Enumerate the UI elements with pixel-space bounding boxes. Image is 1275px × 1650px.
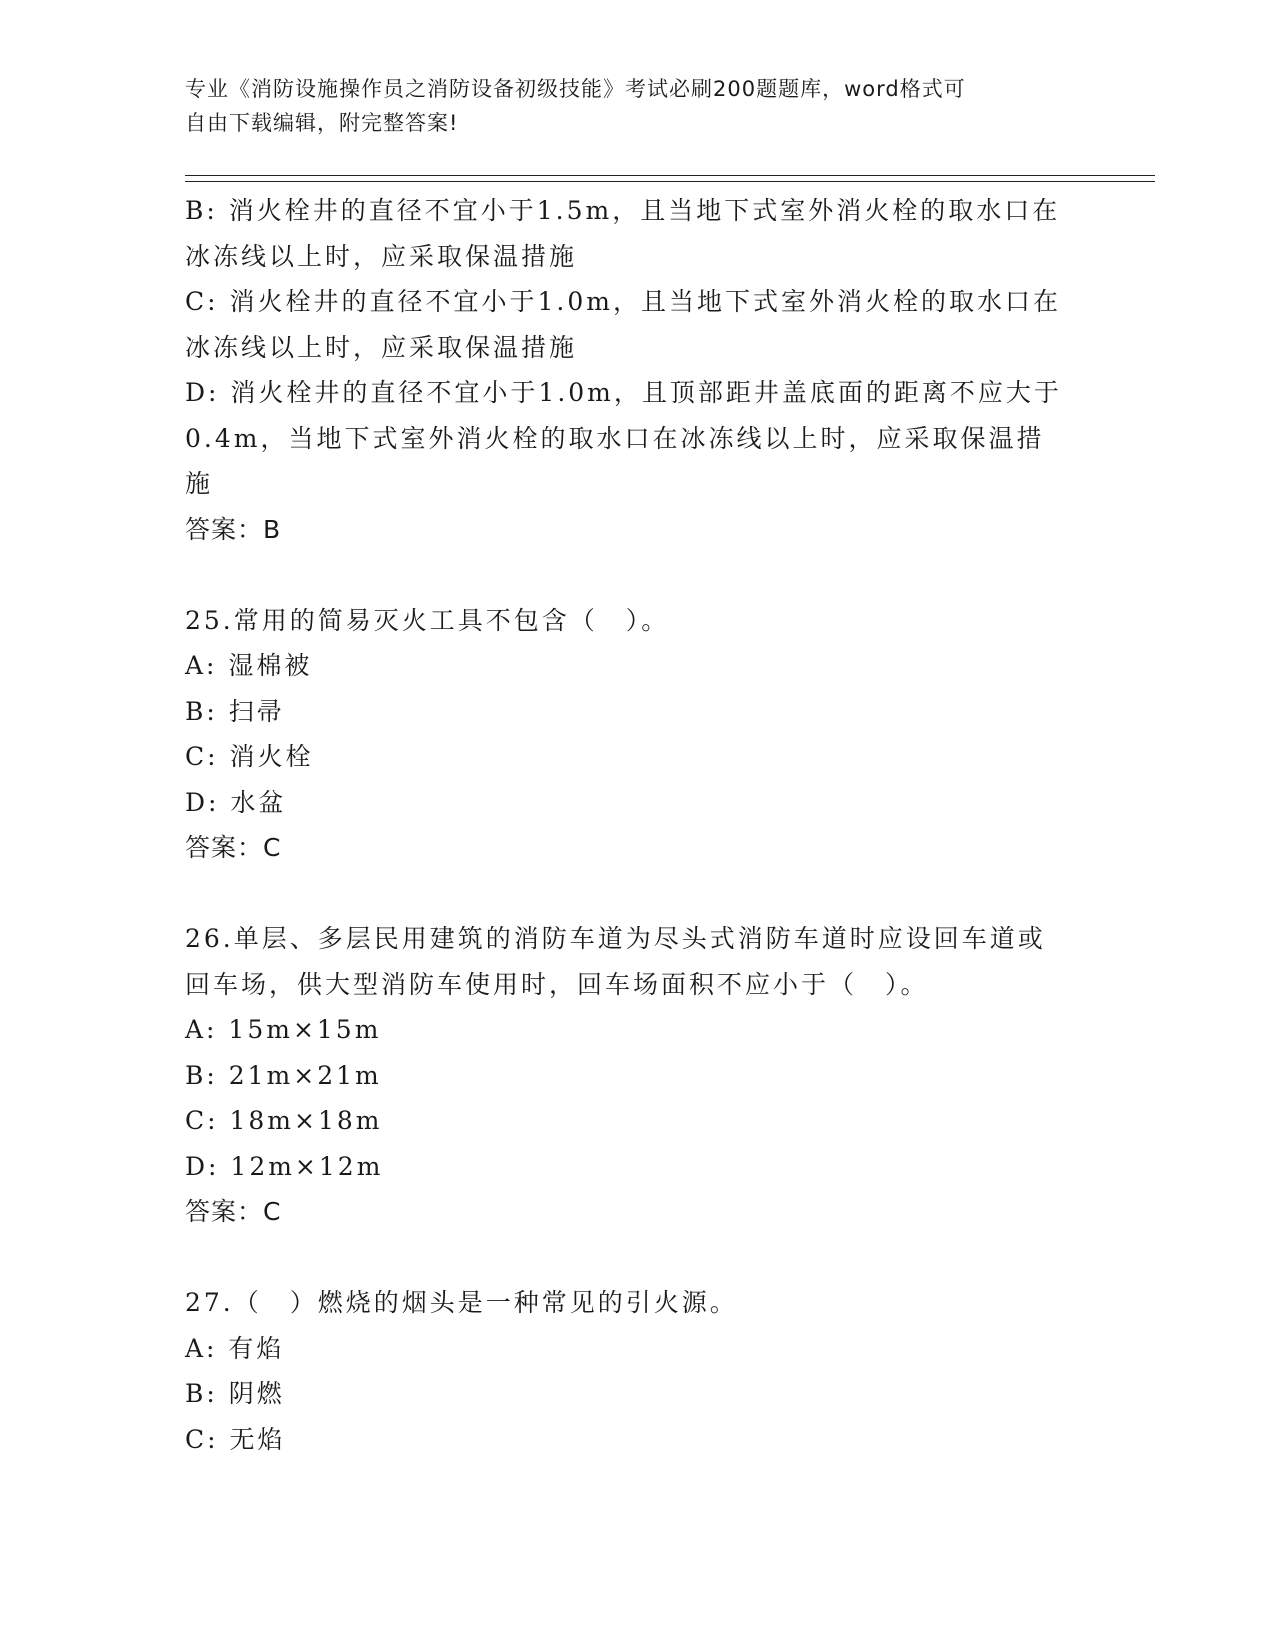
question-stem-line-1: 26.单层、多层民用建筑的消防车道为尽头式消防车道时应设回车道或 <box>185 924 1046 953</box>
header-line-1: 专业《消防设施操作员之消防设备初级技能》考试必刷200题题库，word格式可 <box>185 77 966 101</box>
option-c: C: 18m×18m <box>185 1106 383 1135</box>
question-stem: 27.（ ）燃烧的烟头是一种常见的引火源。 <box>185 1288 738 1317</box>
document-body <box>185 188 1085 1462</box>
option-a: A: 15m×15m <box>185 1015 382 1044</box>
spacer <box>185 1235 1085 1281</box>
option-b: B: 阴燃 <box>185 1379 285 1408</box>
question-24-continued <box>185 188 1085 552</box>
option-d: D: 水盆 <box>185 787 287 817</box>
option-b: B: 21m×21m <box>185 1060 382 1090</box>
question-25 <box>185 598 1085 871</box>
option-a: A: 有焰 <box>185 1333 285 1363</box>
header-line-2: 自由下载编辑，附完整答案! <box>185 111 459 135</box>
option-c: C: 消火栓 <box>185 742 314 771</box>
option-b-line-1: B: 消火栓井的直径不宜小于1.5m，且当地下式室外消火栓的取水口在 <box>185 196 1061 225</box>
question-26 <box>185 916 1085 1235</box>
question-stem: 25.常用的简易灭火工具不包含（ ）。 <box>185 605 670 635</box>
document-header <box>185 72 1085 140</box>
header-divider-top <box>185 175 1155 176</box>
answer-label: 答案：C <box>185 833 282 862</box>
spacer <box>185 871 1085 917</box>
option-d-line-2: 0.4m，当地下式室外消火栓的取水口在冰冻线以上时，应采取保温措 <box>185 423 1045 453</box>
header-divider-bottom <box>185 181 1155 182</box>
option-c-line-1: C: 消火栓井的直径不宜小于1.0m，且当地下式室外消火栓的取水口在 <box>185 287 1061 316</box>
option-d: D: 12m×12m <box>185 1151 384 1181</box>
spacer <box>185 552 1085 598</box>
option-a: A: 湿棉被 <box>185 651 313 680</box>
option-d-line-1: D: 消火栓井的直径不宜小于1.0m，且顶部距井盖底面的距离不应大于 <box>185 378 1062 407</box>
answer-label: 答案：C <box>185 1197 282 1226</box>
option-c-line-2: 冰冻线以上时，应采取保温措施 <box>185 332 578 362</box>
question-27 <box>185 1280 1085 1462</box>
question-stem-line-2: 回车场，供大型消防车使用时，回车场面积不应小于（ ）。 <box>185 969 929 999</box>
option-b-line-2: 冰冻线以上时，应采取保温措施 <box>185 241 578 271</box>
option-b: B: 扫帚 <box>185 696 285 726</box>
option-d-line-3: 施 <box>185 469 214 498</box>
option-c: C: 无焰 <box>185 1424 286 1454</box>
answer-label: 答案：B <box>185 514 282 544</box>
